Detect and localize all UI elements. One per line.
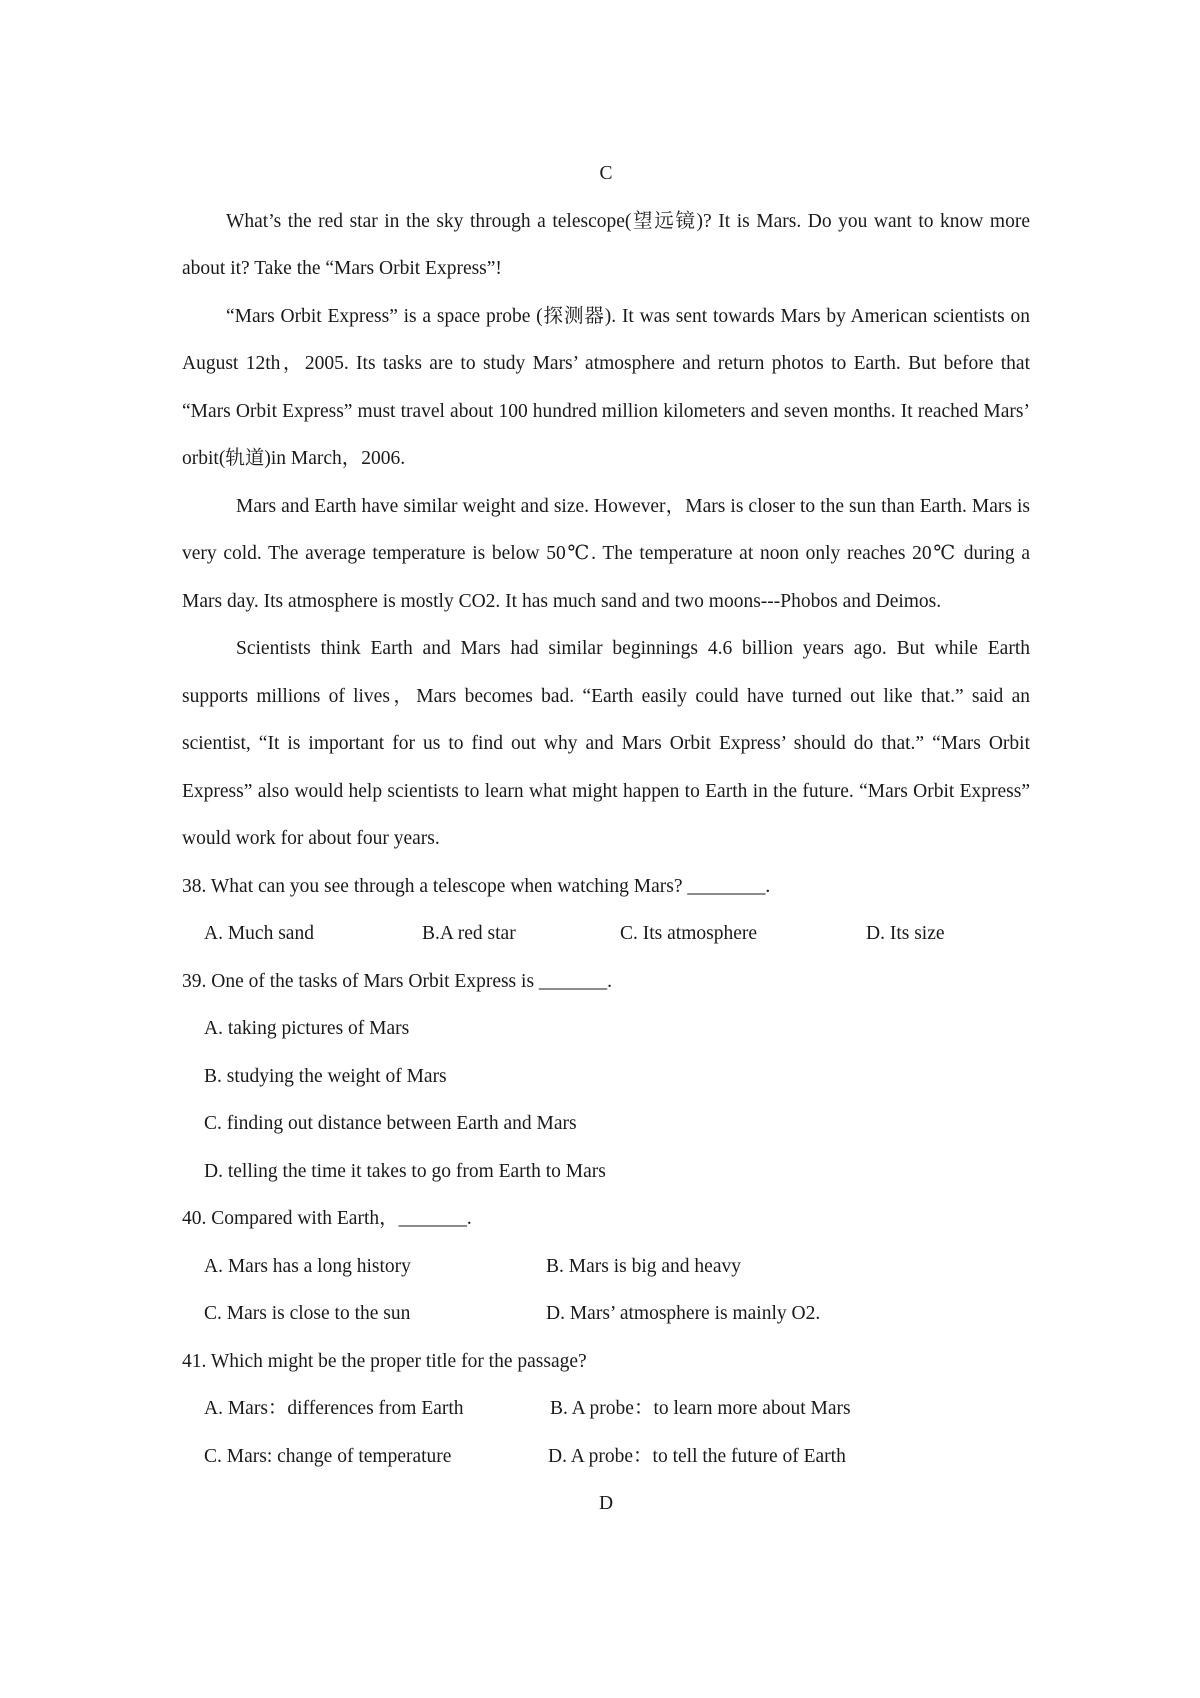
- question-38-options: [182, 910, 1030, 958]
- question-40-stem: 40. Compared with Earth，_______.: [182, 1208, 472, 1229]
- question-38-option-c: C. Its atmosphere: [620, 923, 758, 944]
- question-40-option-a: A. Mars has a long history: [204, 1255, 411, 1277]
- question-38-stem: 38. What can you see through a telescope when watching Mars? ________.: [182, 875, 771, 897]
- question-39-stem: 39. One of the tasks of Mars Orbit Express is _______.: [182, 970, 613, 992]
- question-38-option-d: D. Its size: [866, 923, 945, 944]
- question-39-option-d: D. telling the time it takes to go from Earth to Mars: [204, 1160, 606, 1182]
- question-40-options-row-2: [182, 1290, 1030, 1338]
- section-heading-c: C: [599, 163, 613, 184]
- question-41-option-c: C. Mars: change of temperature: [204, 1445, 452, 1467]
- passage-paragraph-4: Scientists think Earth and Mars had similar beginnings 4.6 billion years ago. But while Earth supports millions of lives，Mars becomes bad. “Earth easily could have turned out like that.” said an scientist, “It is important for us to find out why and Mars Orbit Express’ should do that.” “Mars Orbit Express” also would help scientists to learn what might happen to Earth in the future. “Mars Orbit Express” would work for about four years.: [182, 638, 1030, 849]
- passage-paragraph-2: “Mars Orbit Express” is a space probe (探测器). It was sent towards Mars by American scientists on August 12th，2005. Its tasks are to study Mars’ atmosphere and return photos to Earth. But before that “Mars Orbit Express” must travel about 100 hundred million kilometers and seven months. It reached Mars’ orbit(轨道)in March，2006.: [182, 305, 1030, 469]
- question-40-option-c: C. Mars is close to the sun: [204, 1303, 411, 1324]
- question-41-option-a: A. Mars：differences from Earth: [204, 1398, 464, 1419]
- question-38-option-a: A. Much sand: [204, 923, 314, 944]
- question-41-option-b: B. A probe：to learn more about Mars: [550, 1398, 851, 1419]
- passage-paragraph-3: Mars and Earth have similar weight and size. However，Mars is closer to the sun than Earth. Mars is very cold. The average temperature is below 50℃. The temperature at noon only reaches 20℃ during a Mars day. Its atmosphere is mostly CO2. It has much sand and two moons---Phobos and Deimos.: [182, 495, 1030, 612]
- question-40-option-b: B. Mars is big and heavy: [546, 1255, 741, 1277]
- question-41-option-d: D. A probe：to tell the future of Earth: [548, 1445, 846, 1467]
- document-page: [182, 150, 1030, 1528]
- section-heading-d: D: [598, 1493, 614, 1514]
- question-40-options-row-1: [182, 1243, 1030, 1291]
- question-40-option-d: D. Mars’ atmosphere is mainly O2.: [546, 1303, 821, 1324]
- passage-paragraph-1: What’s the red star in the sky through a telescope(望远镜)? It is Mars. Do you want to know more about it? Take the “Mars Orbit Express”!: [182, 210, 1030, 279]
- question-41-options-row-1: [182, 1385, 1030, 1433]
- question-39-option-b: B. studying the weight of Mars: [204, 1065, 447, 1087]
- question-38-option-b: B.A red star: [422, 923, 516, 944]
- question-39-option-c: C. finding out distance between Earth and Mars: [204, 1113, 577, 1134]
- question-39-option-a: A. taking pictures of Mars: [204, 1018, 410, 1039]
- question-41-stem: 41. Which might be the proper title for the passage?: [182, 1350, 587, 1372]
- question-41-options-row-2: [182, 1433, 1030, 1481]
